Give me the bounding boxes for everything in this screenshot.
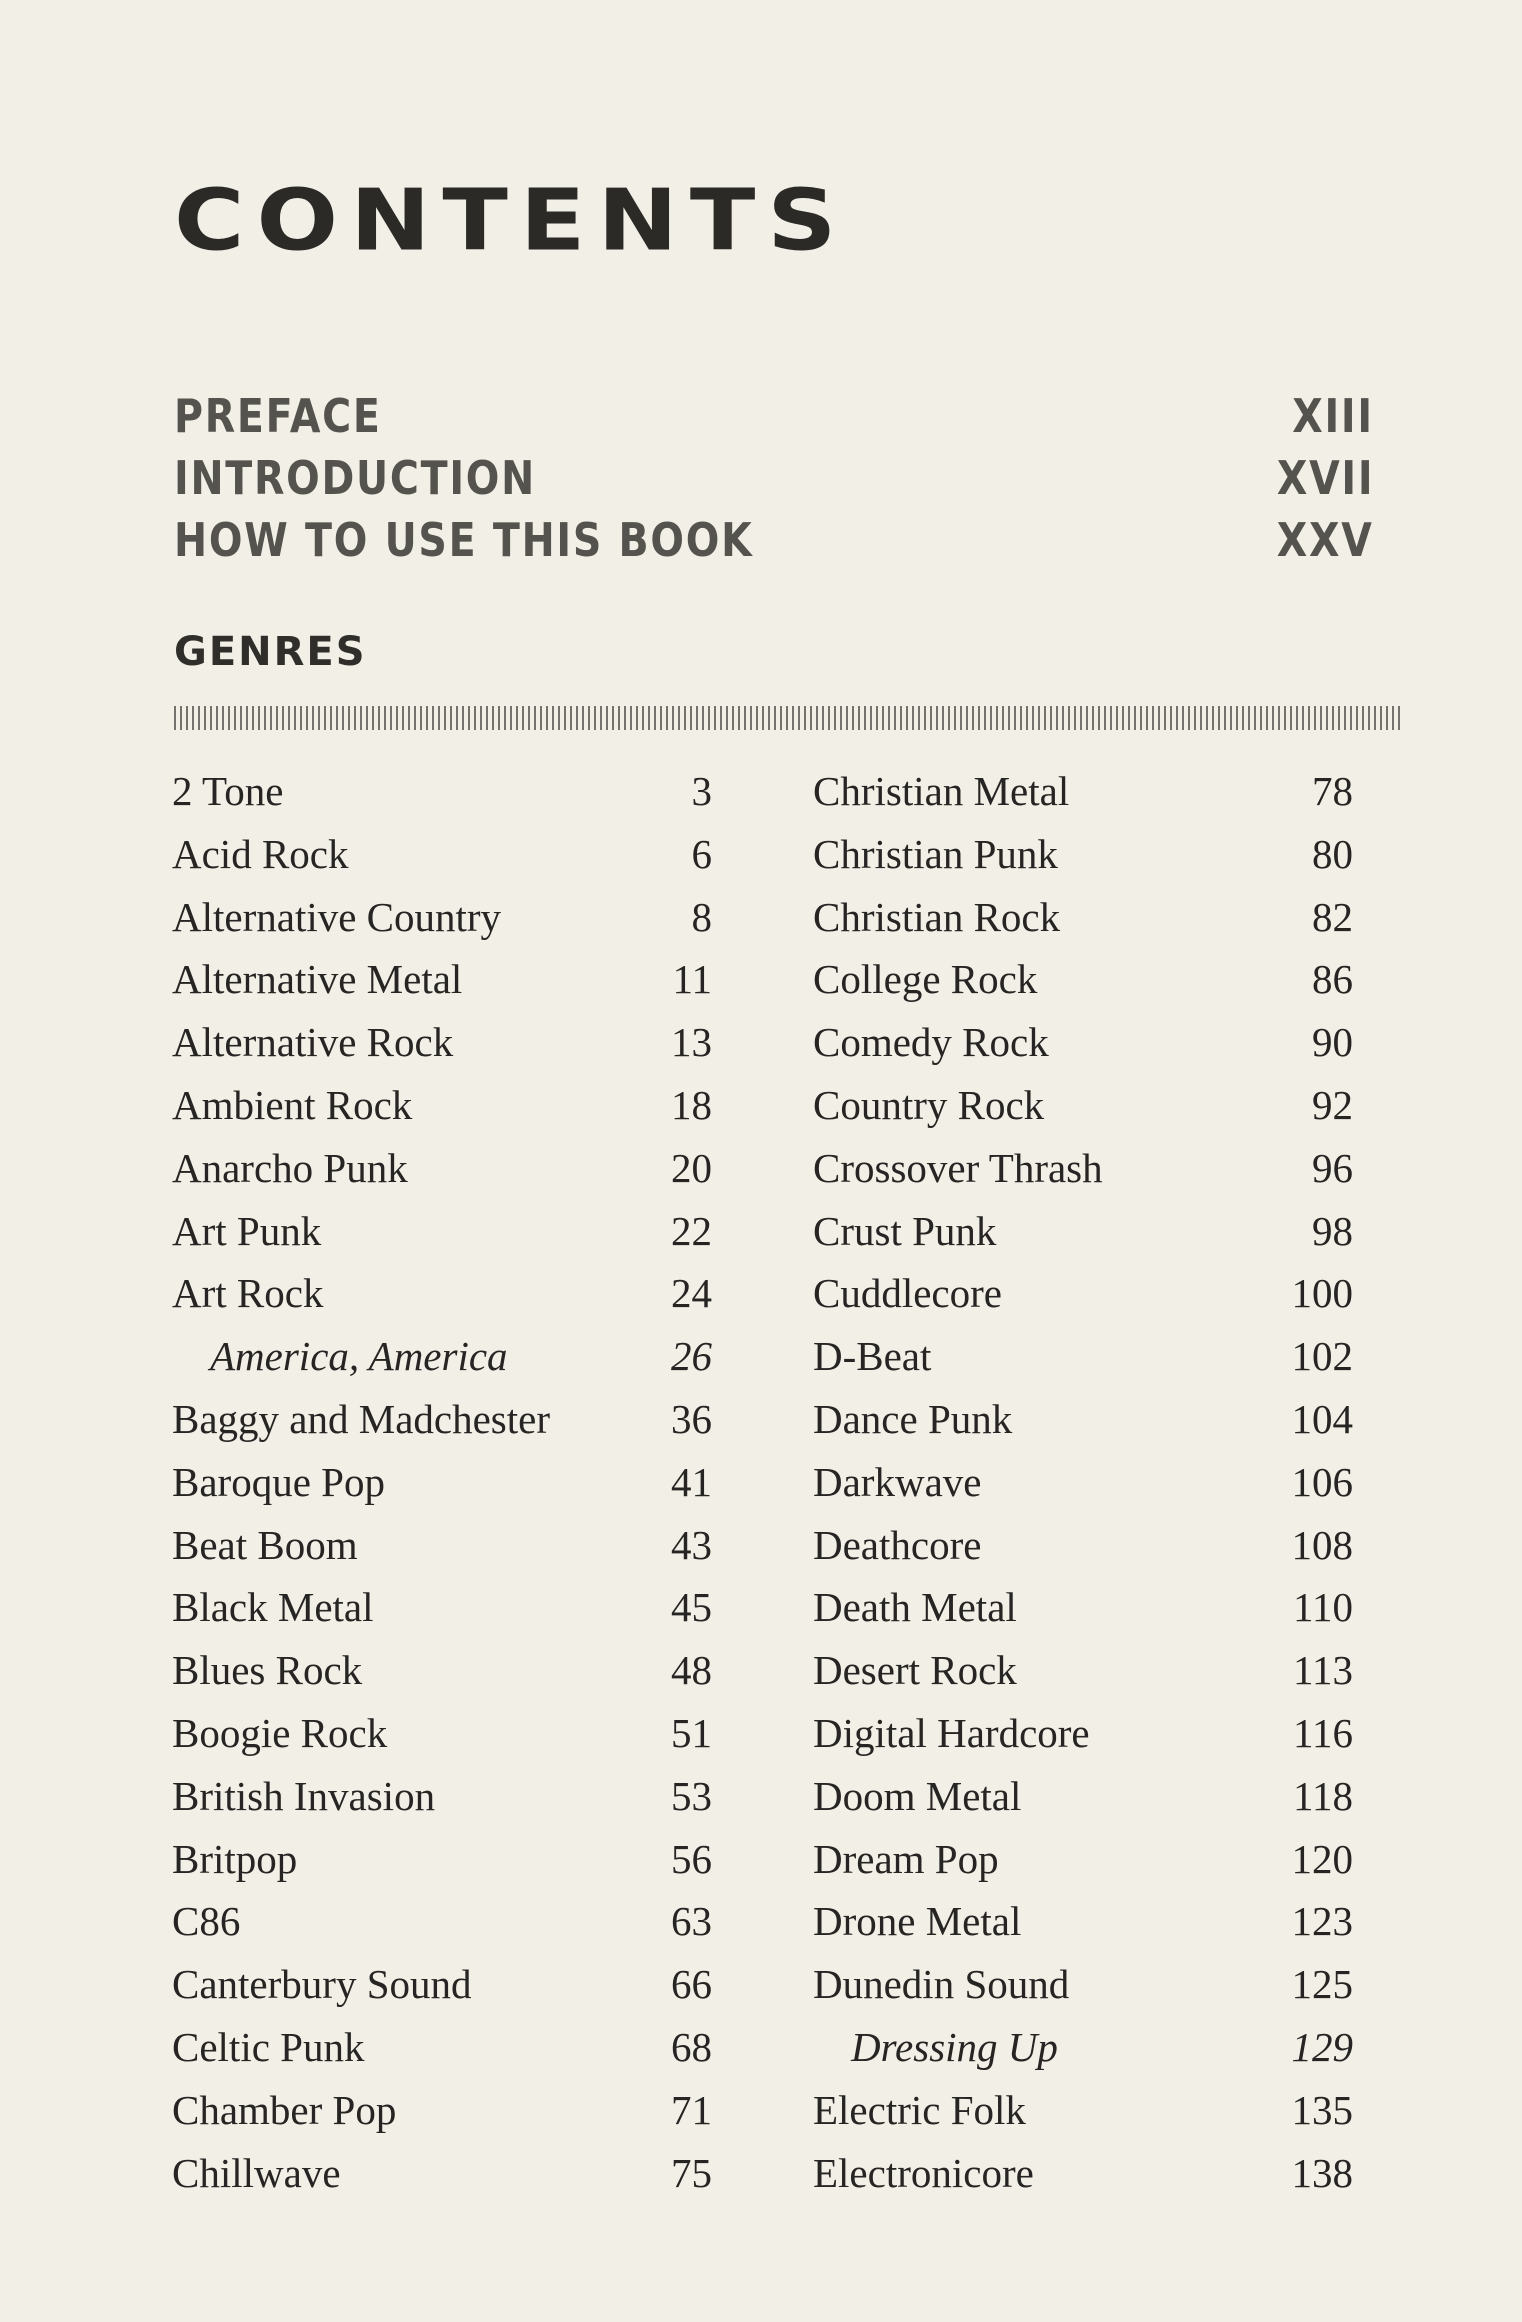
genre-entry	[172, 1200, 712, 1263]
entry-page-number: 20	[671, 1144, 712, 1191]
front-matter-preface	[174, 386, 1374, 446]
front-matter-page: XIII	[1292, 389, 1374, 443]
genre-entry	[813, 1137, 1353, 1200]
entry-title: Ambient Rock	[172, 1081, 413, 1128]
entry-page-number: 100	[1291, 1270, 1353, 1317]
genre-entry	[172, 1514, 712, 1577]
entry-page-number: 106	[1291, 1458, 1353, 1505]
entry-page-number: 116	[1293, 1709, 1353, 1756]
entry-title: Death Metal	[813, 1584, 1017, 1631]
genre-entry	[172, 948, 712, 1011]
feature-entry	[813, 2016, 1353, 2079]
entry-title: Celtic Punk	[172, 2023, 365, 2070]
entry-page-number: 118	[1293, 1772, 1353, 1819]
entry-title: Beat Boom	[172, 1521, 358, 1568]
genre-entry	[172, 1639, 712, 1702]
entry-page-number: 82	[1312, 893, 1353, 940]
entry-page-number: 41	[671, 1458, 712, 1505]
front-matter-introduction	[174, 448, 1374, 508]
entry-page-number: 13	[671, 1019, 712, 1066]
entry-title: Blues Rock	[172, 1647, 363, 1694]
entry-title: Crust Punk	[813, 1207, 997, 1254]
genre-entry	[172, 1576, 712, 1639]
entry-page-number: 11	[672, 956, 712, 1003]
genre-entry	[172, 1074, 712, 1137]
entry-title: Christian Punk	[813, 830, 1058, 877]
entry-title: Cuddlecore	[813, 1270, 1002, 1317]
entry-page-number: 104	[1291, 1395, 1353, 1442]
entry-page-number: 53	[671, 1772, 712, 1819]
genre-entry	[813, 1890, 1353, 1953]
genre-entry	[172, 2016, 712, 2079]
entry-page-number: 51	[671, 1709, 712, 1756]
feature-entry	[172, 1325, 712, 1388]
front-matter-label: PREFACE	[174, 389, 382, 443]
entry-page-number: 63	[671, 1898, 712, 1945]
entry-page-number: 96	[1312, 1144, 1353, 1191]
genre-entry	[813, 1702, 1353, 1765]
entry-page-number: 8	[691, 893, 712, 940]
genre-entry	[172, 1262, 712, 1325]
genre-entry	[172, 1388, 712, 1451]
section-divider	[174, 706, 1400, 730]
entry-page-number: 90	[1312, 1019, 1353, 1066]
entry-page-number: 43	[671, 1521, 712, 1568]
entry-title: Drone Metal	[813, 1898, 1022, 1945]
front-matter-page: XVII	[1276, 451, 1374, 505]
entry-page-number: 26	[671, 1333, 712, 1380]
entry-title: Comedy Rock	[813, 1019, 1049, 1066]
entry-title: Country Rock	[813, 1081, 1045, 1128]
genre-entry	[813, 1639, 1353, 1702]
entry-page-number: 48	[671, 1647, 712, 1694]
page-title: CONTENTS	[174, 170, 849, 270]
entry-title: Boogie Rock	[172, 1709, 388, 1756]
entry-title: Digital Hardcore	[813, 1709, 1090, 1756]
genre-entry	[172, 1011, 712, 1074]
entry-page-number: 36	[671, 1395, 712, 1442]
entry-title: Deathcore	[813, 1521, 982, 1568]
entry-title: Dream Pop	[813, 1835, 999, 1882]
entry-page-number: 110	[1293, 1584, 1353, 1631]
entry-title: C86	[172, 1898, 241, 1945]
genre-entry	[172, 1828, 712, 1891]
genre-entry	[172, 1137, 712, 1200]
front-matter-page: XXV	[1277, 513, 1374, 567]
genre-entry	[813, 1011, 1353, 1074]
entry-title: Alternative Rock	[172, 1019, 454, 1066]
entry-page-number: 86	[1312, 956, 1353, 1003]
entry-page-number: 68	[671, 2023, 712, 2070]
genre-entry	[172, 1765, 712, 1828]
genre-entry	[813, 1200, 1353, 1263]
entry-title: Dance Punk	[813, 1395, 1013, 1442]
genre-entry	[172, 1702, 712, 1765]
genre-entry	[813, 948, 1353, 1011]
entry-page-number: 92	[1312, 1081, 1353, 1128]
entry-page-number: 78	[1312, 768, 1353, 814]
entry-page-number: 24	[671, 1270, 712, 1317]
genre-entry	[813, 1451, 1353, 1514]
entry-page-number: 6	[691, 830, 712, 877]
entry-title: Doom Metal	[813, 1772, 1022, 1819]
entry-title: Britpop	[172, 1835, 298, 1882]
entry-title: British Invasion	[172, 1772, 436, 1819]
genre-entry	[172, 2079, 712, 2142]
entry-page-number: 98	[1312, 1207, 1353, 1254]
entry-page-number: 129	[1291, 2023, 1353, 2070]
front-matter-label: INTRODUCTION	[174, 451, 536, 505]
entry-page-number: 123	[1291, 1898, 1353, 1945]
entry-title: Art Rock	[172, 1270, 324, 1317]
entry-title: 2 Tone	[172, 768, 284, 814]
entry-page-number: 138	[1291, 2149, 1353, 2196]
entry-title: Art Punk	[172, 1207, 322, 1254]
entry-title: Baroque Pop	[172, 1458, 385, 1505]
genre-entry	[172, 2142, 712, 2205]
genre-entry	[172, 823, 712, 886]
genre-entry	[172, 1451, 712, 1514]
entry-title: Baggy and Madchester	[172, 1395, 550, 1442]
entry-page-number: 135	[1291, 2086, 1353, 2133]
genre-entry	[813, 1262, 1353, 1325]
entry-page-number: 108	[1291, 1521, 1353, 1568]
entry-title: Christian Rock	[813, 893, 1061, 940]
front-matter-how-to-use	[174, 510, 1374, 570]
entry-page-number: 3	[691, 768, 712, 814]
genre-entry	[813, 760, 1353, 823]
genre-entry	[813, 1325, 1353, 1388]
entry-title: Electric Folk	[813, 2086, 1026, 2133]
genre-entry	[813, 2142, 1353, 2205]
entry-title: Black Metal	[172, 1584, 374, 1631]
entry-title: America, America	[210, 1333, 508, 1380]
genre-entry	[813, 1388, 1353, 1451]
entry-page-number: 75	[671, 2149, 712, 2196]
entry-page-number: 56	[671, 1835, 712, 1882]
entry-page-number: 66	[671, 1961, 712, 2008]
genre-entry	[813, 1074, 1353, 1137]
entry-page-number: 18	[671, 1081, 712, 1128]
genre-entry	[813, 1514, 1353, 1577]
entry-title: Anarcho Punk	[172, 1144, 408, 1191]
entry-title: Alternative Metal	[172, 956, 463, 1003]
genre-entry	[813, 1765, 1353, 1828]
entry-title: Darkwave	[813, 1458, 982, 1505]
genre-entry	[813, 1953, 1353, 2016]
contents-column-left	[172, 760, 712, 2204]
genre-entry	[813, 1576, 1353, 1639]
entry-title: Acid Rock	[172, 830, 349, 877]
entry-page-number: 22	[671, 1207, 712, 1254]
entry-page-number: 80	[1312, 830, 1353, 877]
entry-page-number: 113	[1293, 1647, 1353, 1694]
entry-title: Alternative Country	[172, 893, 502, 940]
entry-title: Chillwave	[172, 2149, 341, 2196]
entry-title: Dressing Up	[851, 2023, 1058, 2070]
genre-entry	[172, 760, 712, 823]
entry-page-number: 102	[1291, 1333, 1353, 1380]
front-matter-label: HOW TO USE THIS BOOK	[174, 513, 754, 567]
entry-title: Christian Metal	[813, 768, 1070, 814]
contents-column-right	[813, 760, 1353, 2204]
entry-page-number: 71	[671, 2086, 712, 2133]
genre-entry	[172, 886, 712, 949]
genre-entry	[813, 2079, 1353, 2142]
entry-page-number: 120	[1291, 1835, 1353, 1882]
entry-title: Chamber Pop	[172, 2086, 397, 2133]
entry-title: Electronicore	[813, 2149, 1034, 2196]
genre-entry	[172, 1890, 712, 1953]
genre-entry	[813, 886, 1353, 949]
entry-title: Crossover Thrash	[813, 1144, 1103, 1191]
genre-entry	[813, 823, 1353, 886]
entry-title: Dunedin Sound	[813, 1961, 1070, 2008]
genre-entry	[172, 1953, 712, 2016]
entry-page-number: 45	[671, 1584, 712, 1631]
entry-page-number: 125	[1291, 1961, 1353, 2008]
entry-title: Canterbury Sound	[172, 1961, 472, 2008]
entry-title: Desert Rock	[813, 1647, 1017, 1694]
entry-title: College Rock	[813, 956, 1038, 1003]
section-heading-genres: GENRES	[174, 629, 367, 675]
genre-entry	[813, 1828, 1353, 1891]
entry-title: D-Beat	[813, 1333, 932, 1380]
